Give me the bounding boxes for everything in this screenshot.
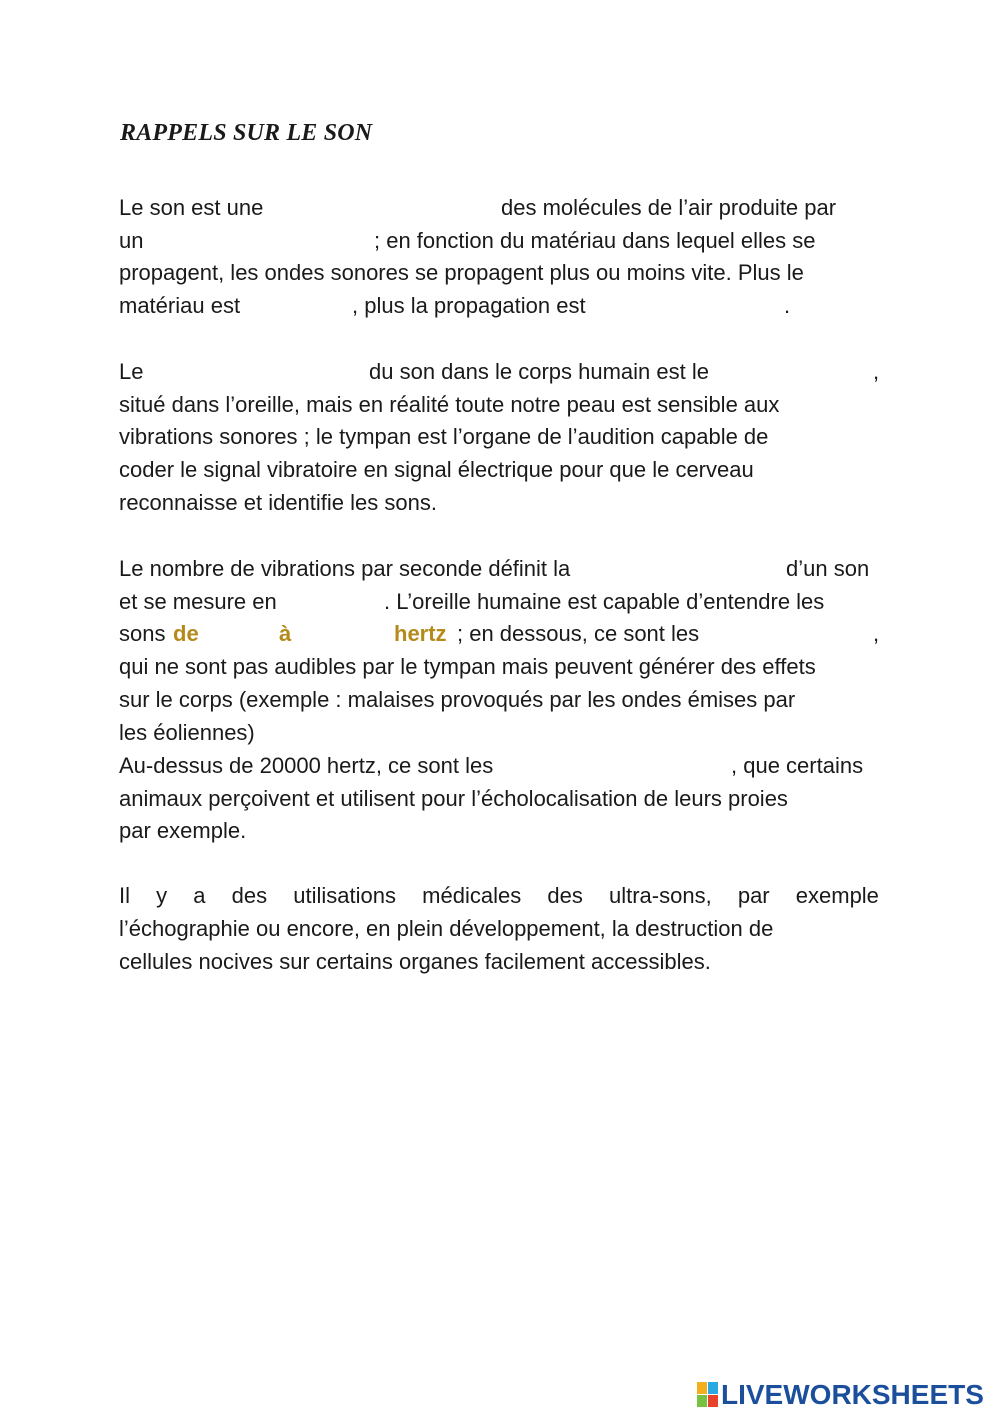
text: matériau est bbox=[119, 293, 241, 318]
word: Il bbox=[119, 883, 130, 908]
liveworksheets-logo-icon bbox=[697, 1382, 719, 1408]
word: des bbox=[547, 883, 583, 908]
p1-line-1 bbox=[119, 191, 879, 224]
blank-input-1[interactable] bbox=[276, 191, 498, 223]
p2-line-3: vibrations sonores ; le tympan est l’organe de l’audition capable de bbox=[119, 424, 769, 449]
text: Le bbox=[119, 359, 144, 384]
word: utilisations bbox=[293, 883, 397, 908]
text: et se mesure en bbox=[119, 589, 277, 614]
p3-line-6: les éoliennes) bbox=[119, 720, 255, 745]
text: d’un son bbox=[786, 556, 870, 581]
text: , plus la propagation est bbox=[352, 293, 586, 318]
blank-input-12[interactable] bbox=[536, 749, 730, 781]
range-de: de bbox=[173, 621, 199, 646]
text: du son dans le corps humain est le bbox=[369, 359, 709, 384]
text: ; en fonction du matériau dans lequel elles se bbox=[374, 228, 816, 253]
text: . L’oreille humaine est capable d’entendre les bbox=[384, 589, 825, 614]
text: , bbox=[873, 359, 880, 384]
page-title: RAPPELS SUR LE SON bbox=[120, 120, 373, 146]
p3-line-1 bbox=[119, 552, 879, 585]
p4-line-3: cellules nocives sur certains organes facilement accessibles. bbox=[119, 949, 711, 974]
text: des molécules de l’air produite par bbox=[501, 195, 837, 220]
text: , bbox=[873, 621, 880, 646]
p2-line-5: reconnaisse et identifie les sons. bbox=[119, 490, 437, 515]
p2-line-2: situé dans l’oreille, mais en réalité toute notre peau est sensible aux bbox=[119, 392, 780, 417]
text: Le nombre de vibrations par seconde définit la bbox=[119, 556, 571, 581]
text: ; en dessous, ce sont les bbox=[457, 621, 700, 646]
word: exemple bbox=[795, 883, 879, 908]
blank-input-10[interactable] bbox=[297, 617, 393, 649]
p2-line-1 bbox=[119, 355, 879, 388]
p3-line-8: animaux perçoivent et utilisent pour l’écholocalisation de leurs proies bbox=[119, 786, 788, 811]
text: sons bbox=[119, 621, 166, 646]
word: par bbox=[737, 883, 770, 908]
p3-line-9: par exemple. bbox=[119, 818, 247, 843]
p4-line-2: l’échographie ou encore, en plein développement, la destruction de bbox=[119, 916, 774, 941]
blank-input-7[interactable] bbox=[631, 552, 785, 584]
word: des bbox=[231, 883, 268, 908]
p3-line-5: sur le corps (exemple : malaises provoqués par les ondes émises par bbox=[119, 687, 796, 712]
p2-line-4: coder le signal vibratoire en signal électrique pour que le cerveau bbox=[119, 457, 754, 482]
blank-input-11[interactable] bbox=[722, 617, 874, 649]
word: ultra-sons, bbox=[608, 883, 712, 908]
blank-input-4[interactable] bbox=[619, 289, 783, 321]
blank-input-9[interactable] bbox=[205, 617, 279, 649]
logo-text: LIVEWORKSHEETS bbox=[721, 1379, 984, 1410]
p3-line-2 bbox=[119, 585, 879, 618]
text: . bbox=[784, 293, 791, 318]
blank-input-3[interactable] bbox=[259, 289, 353, 321]
text: un bbox=[119, 228, 144, 253]
p3-line-3 bbox=[119, 617, 879, 650]
liveworksheets-logo[interactable] bbox=[697, 1378, 984, 1412]
blank-input-2[interactable] bbox=[155, 224, 369, 256]
blank-input-6[interactable] bbox=[749, 355, 873, 387]
range-a: à bbox=[279, 621, 292, 646]
p1-line-3: propagent, les ondes sonores se propagent plus ou moins vite. Plus le bbox=[119, 260, 804, 285]
word: médicales bbox=[422, 883, 522, 908]
p1-line-2 bbox=[119, 224, 879, 257]
range-hertz: hertz bbox=[394, 621, 447, 646]
p1-line-4 bbox=[119, 289, 879, 322]
blank-input-5[interactable] bbox=[149, 355, 368, 387]
blank-input-8[interactable] bbox=[295, 585, 384, 617]
p3-line-4: qui ne sont pas audibles par le tympan mais peuvent générer des effets bbox=[119, 654, 816, 679]
text: , que certains bbox=[731, 753, 864, 778]
word: a bbox=[193, 883, 206, 908]
p3-line-7 bbox=[119, 749, 879, 782]
text: Au-dessus de 20000 hertz, ce sont les bbox=[119, 753, 494, 778]
p4-line-1 bbox=[119, 879, 879, 912]
word: y bbox=[156, 883, 168, 908]
text: Le son est une bbox=[119, 195, 264, 220]
